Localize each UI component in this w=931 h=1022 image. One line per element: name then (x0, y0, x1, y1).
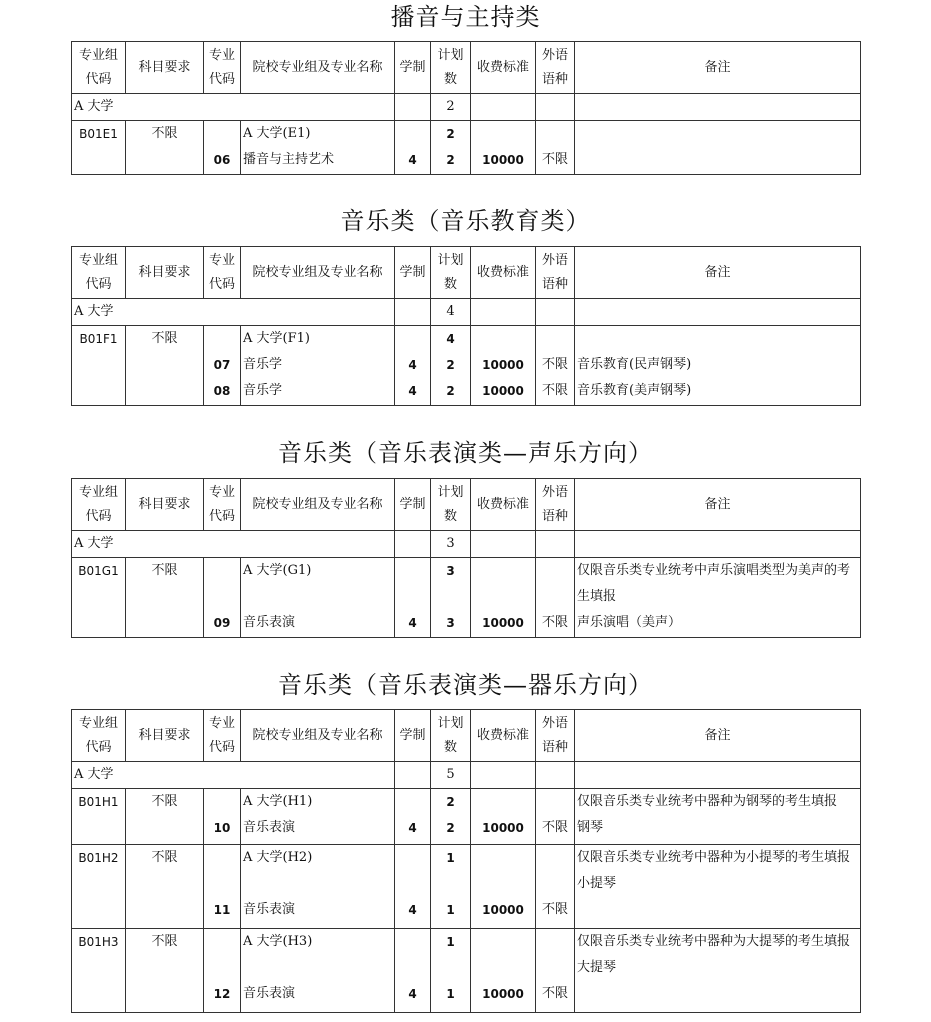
group-plan: 2 (446, 795, 455, 809)
major-years: 4 (408, 384, 417, 398)
header-years: 学制 (395, 710, 431, 762)
header-plan: 计划数 (431, 42, 471, 94)
header-subject: 科目要求 (126, 42, 204, 94)
header-note: 备注 (575, 710, 861, 762)
university-plan: 2 (431, 94, 471, 121)
table-row (72, 845, 861, 929)
section-title: 音乐类（音乐表演类—器乐方向） (278, 671, 653, 699)
major-lang: 不限 (541, 820, 568, 835)
major-note: 音乐教育(民声钢琴) (577, 357, 692, 372)
header-fee: 收费标准 (471, 42, 536, 94)
major-name: 播音与主持艺术 (243, 152, 335, 167)
header-group-code: 专业组代码 (72, 247, 126, 299)
note-cell (575, 121, 861, 175)
major-name: 音乐表演 (243, 820, 296, 835)
major-fee: 10000 (482, 384, 524, 398)
major-years: 4 (408, 153, 417, 167)
header-name: 院校专业组及专业名称 (241, 42, 395, 94)
university-row (72, 94, 861, 121)
major-lang: 不限 (541, 902, 568, 917)
major-plan: 2 (446, 153, 455, 167)
major-years: 4 (408, 616, 417, 630)
major-plan: 1 (446, 987, 455, 1001)
group-plan: 4 (446, 332, 455, 346)
major-name: 音乐学 (243, 383, 283, 398)
header-major-code: 专业代码 (204, 710, 241, 762)
university-row (72, 762, 861, 789)
major-name: 音乐表演 (243, 902, 296, 917)
university-plan: 4 (431, 299, 471, 326)
major-years: 4 (408, 987, 417, 1001)
header-years: 学制 (395, 42, 431, 94)
major-lang: 不限 (541, 152, 568, 167)
table-row (72, 326, 861, 406)
subject-requirement: 不限 (126, 845, 204, 929)
university-name: A 大学 (72, 299, 395, 326)
major-fee: 10000 (482, 616, 524, 630)
header-lang: 外语语种 (536, 710, 575, 762)
major-years: 4 (408, 821, 417, 835)
group-note: 仅限音乐类专业统考中声乐演唱类型为美声的考生填报 (577, 563, 851, 604)
major-fee: 10000 (482, 903, 524, 917)
group-code: B01G1 (72, 558, 126, 638)
subject-requirement: 不限 (126, 121, 204, 175)
major-plan: 2 (446, 384, 455, 398)
admission-plan-table (71, 478, 861, 638)
major-note: 小提琴 (577, 876, 617, 891)
header-note: 备注 (575, 479, 861, 531)
major-code: 11 (213, 903, 231, 917)
major-name: 音乐表演 (243, 986, 296, 1001)
table-row (72, 558, 861, 638)
table-header-row (72, 710, 861, 762)
major-fee: 10000 (482, 153, 524, 167)
major-name: 音乐学 (243, 357, 283, 372)
group-plan: 2 (446, 127, 455, 141)
header-name: 院校专业组及专业名称 (241, 479, 395, 531)
header-lang: 外语语种 (536, 42, 575, 94)
group-plan: 1 (446, 851, 455, 865)
table-row (72, 929, 861, 1013)
major-code: 06 (213, 153, 231, 167)
major-plan: 3 (446, 616, 455, 630)
admission-plan-table (71, 246, 861, 406)
header-years: 学制 (395, 247, 431, 299)
group-name: A 大学(H3) (243, 934, 313, 949)
group-note: 仅限音乐类专业统考中器种为小提琴的考生填报 (577, 850, 851, 865)
major-lang: 不限 (541, 615, 568, 630)
subject-requirement: 不限 (126, 789, 204, 845)
university-row (72, 299, 861, 326)
subject-requirement: 不限 (126, 929, 204, 1013)
major-lang: 不限 (541, 383, 568, 398)
section-title: 音乐类（音乐教育类） (340, 207, 591, 235)
subject-requirement: 不限 (126, 558, 204, 638)
group-code: B01H2 (72, 845, 126, 929)
university-name: A 大学 (72, 531, 395, 558)
major-years: 4 (408, 358, 417, 372)
university-name: A 大学 (72, 94, 395, 121)
group-name: A 大学(G1) (243, 563, 312, 578)
admission-plan-table (71, 41, 861, 175)
header-name: 院校专业组及专业名称 (241, 247, 395, 299)
header-fee: 收费标准 (471, 247, 536, 299)
group-name: A 大学(F1) (243, 331, 310, 346)
major-code: 08 (213, 384, 231, 398)
header-plan: 计划数 (431, 479, 471, 531)
header-note: 备注 (575, 247, 861, 299)
major-lang: 不限 (541, 357, 568, 372)
table-row (72, 121, 861, 175)
group-name: A 大学(H1) (243, 794, 313, 809)
header-subject: 科目要求 (126, 479, 204, 531)
major-note: 钢琴 (577, 820, 604, 835)
major-fee: 10000 (482, 358, 524, 372)
header-major-code: 专业代码 (204, 42, 241, 94)
major-fee: 10000 (482, 821, 524, 835)
major-code: 12 (213, 987, 231, 1001)
header-major-code: 专业代码 (204, 479, 241, 531)
group-plan: 1 (446, 935, 455, 949)
section-title: 播音与主持类 (390, 3, 541, 31)
major-plan: 2 (446, 358, 455, 372)
section-title: 音乐类（音乐表演类—声乐方向） (278, 439, 653, 467)
group-code: B01E1 (72, 121, 126, 175)
university-plan: 3 (431, 531, 471, 558)
table-header-row (72, 479, 861, 531)
major-plan: 2 (446, 821, 455, 835)
header-fee: 收费标准 (471, 479, 536, 531)
header-subject: 科目要求 (126, 247, 204, 299)
major-code: 10 (213, 821, 231, 835)
table-header-row (72, 247, 861, 299)
group-name: A 大学(H2) (243, 850, 313, 865)
header-group-code: 专业组代码 (72, 479, 126, 531)
university-row (72, 531, 861, 558)
header-name: 院校专业组及专业名称 (241, 710, 395, 762)
major-fee: 10000 (482, 987, 524, 1001)
group-note: 仅限音乐类专业统考中器种为大提琴的考生填报 (577, 934, 851, 949)
major-note: 音乐教育(美声钢琴) (577, 383, 692, 398)
university-name: A 大学 (72, 762, 395, 789)
header-lang: 外语语种 (536, 479, 575, 531)
major-name: 音乐表演 (243, 615, 296, 630)
major-years: 4 (408, 903, 417, 917)
major-lang: 不限 (541, 986, 568, 1001)
header-lang: 外语语种 (536, 247, 575, 299)
university-plan: 5 (431, 762, 471, 789)
header-fee: 收费标准 (471, 710, 536, 762)
major-note: 声乐演唱（美声） (577, 615, 682, 630)
header-subject: 科目要求 (126, 710, 204, 762)
major-note: 大提琴 (577, 960, 617, 975)
major-code: 07 (213, 358, 231, 372)
group-name: A 大学(E1) (243, 126, 311, 141)
header-plan: 计划数 (431, 710, 471, 762)
table-row (72, 789, 861, 845)
header-major-code: 专业代码 (204, 247, 241, 299)
header-note: 备注 (575, 42, 861, 94)
group-code: B01F1 (72, 326, 126, 406)
header-group-code: 专业组代码 (72, 42, 126, 94)
group-code: B01H1 (72, 789, 126, 845)
group-plan: 3 (446, 564, 455, 578)
header-group-code: 专业组代码 (72, 710, 126, 762)
header-years: 学制 (395, 479, 431, 531)
major-code: 09 (213, 616, 231, 630)
group-code: B01H3 (72, 929, 126, 1013)
group-note: 仅限音乐类专业统考中器种为钢琴的考生填报 (577, 794, 838, 809)
header-plan: 计划数 (431, 247, 471, 299)
admission-plan-table (71, 709, 861, 1013)
major-plan: 1 (446, 903, 455, 917)
table-header-row (72, 42, 861, 94)
subject-requirement: 不限 (126, 326, 204, 406)
